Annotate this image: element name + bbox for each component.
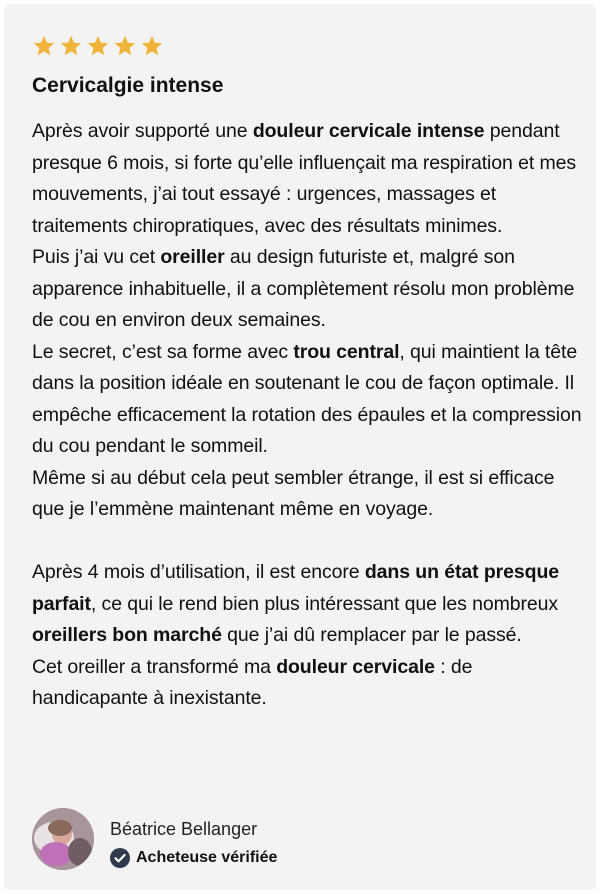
paragraph-spacer: [32, 526, 584, 558]
star-icon: [32, 34, 56, 58]
review-text: , qui maintient la tête dans la position idéale en soutenant le cou de façon optimale. Il empêche efficacement la rotation des épaules et la compression du cou pendant le sommeil.: [32, 340, 582, 457]
star-icon: [140, 34, 164, 58]
verified-buyer-badge: [110, 848, 277, 868]
star-icon: [59, 34, 83, 58]
review-text: Cet oreiller a transformé ma: [32, 655, 277, 678]
review-paragraph: [32, 557, 584, 652]
review-text: au design futuriste et, malgré son apparence inhabituelle, il a complètement résolu mon problème de cou en environ deux semaines.: [32, 246, 575, 331]
review-author: [32, 808, 572, 872]
review-text: : de handicapante à inexistante.: [32, 655, 473, 709]
avatar-photo-icon: [32, 808, 94, 870]
review-paragraph: [32, 242, 584, 337]
author-avatar: [32, 808, 94, 870]
star-rating: [32, 34, 164, 58]
review-title: Cervicalgie intense: [32, 74, 224, 97]
author-name: Béatrice Bellanger: [110, 819, 258, 839]
star-icon: [113, 34, 137, 58]
verified-label: Acheteuse vérifiée: [136, 849, 278, 866]
emphasis-text: oreiller: [160, 246, 225, 268]
review-text: , ce qui le rend bien plus intéressant que les nombreux: [90, 592, 559, 615]
review-paragraph: [32, 463, 584, 526]
star-icon: [86, 34, 110, 58]
review-text: que j’ai dû remplacer par le passé.: [221, 624, 522, 646]
emphasis-text: trou central: [293, 340, 400, 363]
review-paragraph: [32, 652, 584, 715]
review-text: Puis j’ai vu cet: [32, 246, 161, 268]
review-body: [32, 116, 584, 715]
review-paragraph: [32, 116, 584, 242]
review-text: pendant presque 6 mois, si forte qu’elle influençait ma respiration et mes mouvements, j’ai tout essayé : urgences, massages et traitements chiropratiques, avec des résultats minimes.: [32, 120, 576, 237]
review-text: Même si au début cela peut sembler étrange, il est si efficace que je l’emmène maintenant même en voyage.: [32, 466, 555, 520]
review-paragraph: [32, 337, 584, 463]
emphasis-text: douleur cervicale intense: [252, 120, 485, 142]
verified-check-icon: [110, 848, 130, 868]
review-text: Le secret, c’est sa forme avec: [32, 340, 294, 363]
review-card: [4, 4, 596, 890]
review-text: Après avoir supporté une: [32, 120, 253, 142]
emphasis-text: oreillers bon marché: [32, 624, 222, 646]
review-text: Après 4 mois d’utilisation, il est encore: [32, 561, 365, 583]
emphasis-text: dans un état presque parfait: [32, 561, 559, 615]
emphasis-text: douleur cervicale: [276, 655, 435, 678]
